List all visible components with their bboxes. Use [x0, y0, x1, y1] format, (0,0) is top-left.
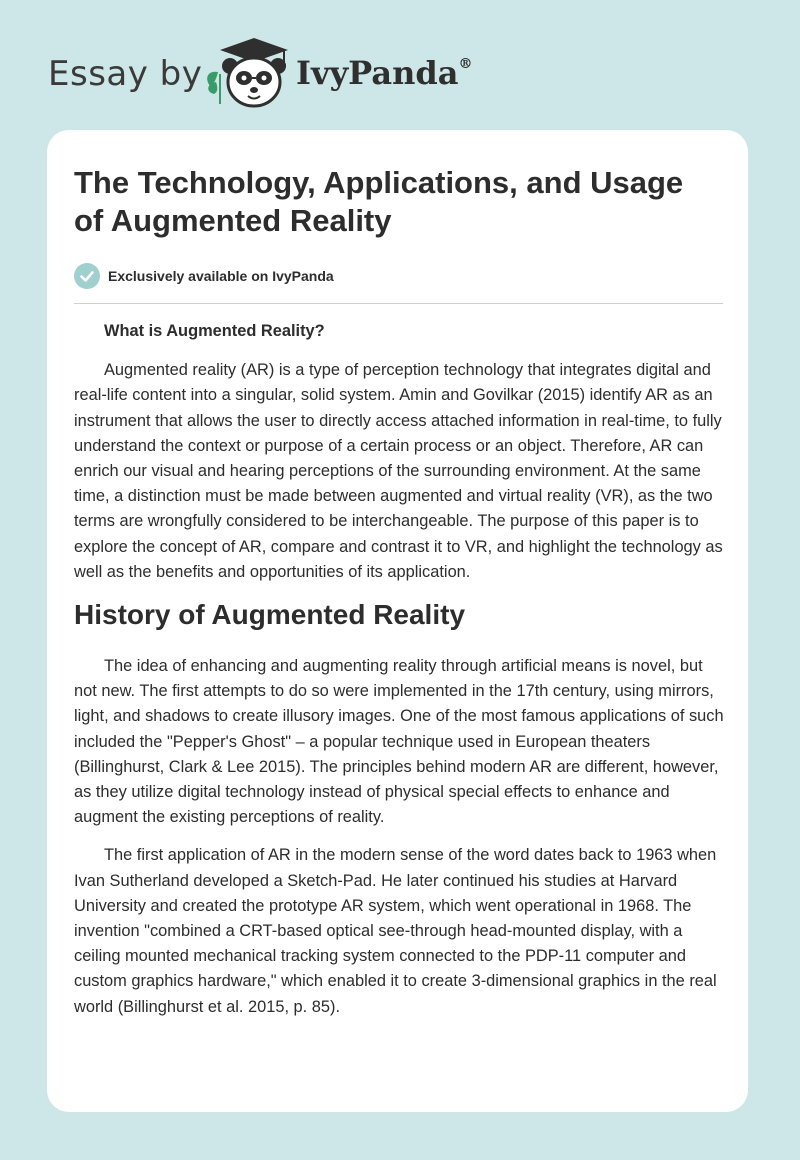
brand-name[interactable]	[296, 54, 472, 92]
essay-title: The Technology, Applications, and Usage of Augmented Reality	[74, 165, 684, 238]
registered-mark: ®	[458, 56, 473, 72]
history-paragraph: The idea of enhancing and augmenting reality through artificial means is novel, but not new. The first attempts to do so were implemented in the 17th century, using mirrors, light, and shadows to create illusory images. One of the most famous applications of such included the "Pepper's Ghost" – a popular technique used in European theaters (Billinghurst, Clark & Lee 2015). The principles behind modern AR are different, however, as they utilize digital technology instead of physical special effects to enhance and augment the existing perceptions of reality.	[74, 657, 724, 827]
panda-graduate-icon[interactable]	[200, 34, 292, 110]
section-heading: History of Augmented Reality	[74, 599, 466, 631]
brand-text: IvyPanda	[296, 54, 459, 92]
intro-paragraph: Augmented reality (AR) is a type of perception technology that integrates digital and real-life content into a singular, solid system. Amin and Govilkar (2015) identify AR as an instrument that allows the user to directly access attached information in real-time, to fully understand the context or purpose of a certain process or an object. Therefore, AR can enrich our visual and hearing perceptions of the surrounding environment. At the same time, a distinction must be made between augmented and virtual reality (VR), as the two terms are wrongfully considered to be interchangeable. The purpose of this paper is to explore the concept of AR, compare and contrast it to VR, and highlight the technology as well as the benefits and opportunities of its application.	[74, 361, 723, 581]
check-icon	[74, 263, 100, 289]
exclusive-label: Exclusively available on IvyPanda	[108, 268, 334, 284]
essay-by-text: Essay by	[48, 54, 203, 94]
site-header	[48, 34, 548, 114]
history-paragraph: The first application of AR in the modern sense of the word dates back to 1963 when Ivan Sutherland developed a Sketch-Pad. He later continued his studies at Harvard University and created the prototype AR system, which went operational in 1968. The invention "combined a CRT-based optical see-through head-mounted display, with a ceiling mounted mechanical tracking system connected to the PDP-11 computer and custom graphics hardware," which enabled it to create 3-dimensional graphics in the real world (Billinghurst et al. 2015, p. 85).	[74, 846, 717, 1016]
essay-body	[74, 319, 724, 1020]
essay-card	[47, 130, 748, 1112]
subheading: What is Augmented Reality?	[104, 322, 325, 340]
divider	[74, 303, 723, 304]
